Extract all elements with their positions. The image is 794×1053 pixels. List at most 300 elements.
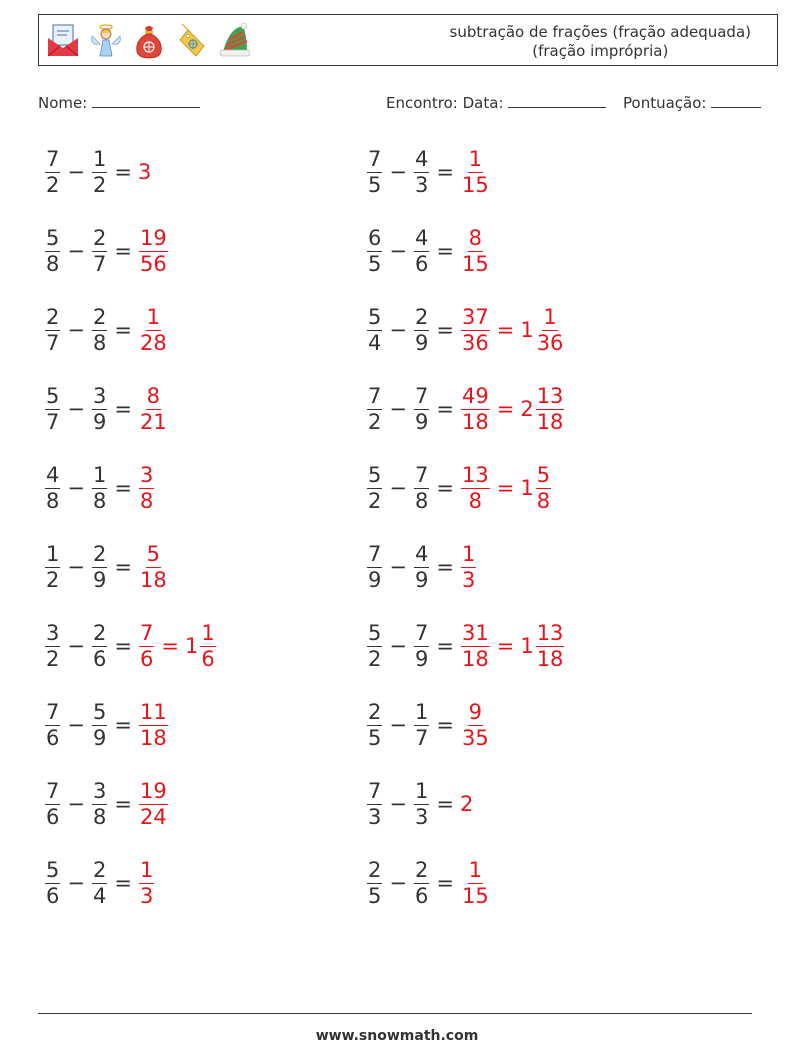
answer (138, 463, 155, 514)
subtrahend-fraction (414, 226, 429, 277)
angel-icon (88, 22, 124, 60)
answer-fraction-denominator: 3 (139, 883, 154, 908)
problem-19 (366, 772, 474, 836)
equals-sign: = (114, 791, 132, 816)
minuend-fraction-numerator: 7 (368, 146, 382, 171)
problem-6 (44, 535, 169, 599)
subtrahend-fraction-denominator: 8 (92, 488, 107, 513)
minuend-fraction-numerator: 5 (46, 383, 60, 408)
subtrahend-fraction-denominator: 3 (414, 804, 429, 829)
subtrahend-fraction (92, 700, 107, 751)
subtrahend-fraction (414, 858, 429, 909)
subtrahend-fraction (414, 305, 429, 356)
answer (460, 384, 565, 435)
subtrahend-fraction-numerator: 2 (92, 225, 107, 250)
mixed-fraction (536, 621, 565, 672)
subtrahend-fraction-denominator: 3 (414, 172, 429, 197)
mixed-fraction-numerator: 5 (536, 462, 551, 487)
answer-equals-sign: = (496, 317, 515, 342)
minuend-fraction-numerator: 7 (46, 146, 60, 171)
subtrahend-fraction (414, 700, 429, 751)
problem-1 (44, 140, 152, 204)
answer (460, 463, 552, 514)
subtrahend-fraction-numerator: 7 (414, 620, 429, 645)
name-label: Nome: (38, 94, 88, 112)
subtrahend-fraction-numerator: 2 (92, 857, 107, 882)
subtrahend-fraction (92, 226, 107, 277)
footer-divider (38, 1013, 752, 1014)
answer-fraction-numerator: 11 (139, 699, 167, 724)
answer (138, 621, 217, 672)
minus-sign: − (389, 791, 407, 816)
answer-fraction-denominator: 36 (461, 330, 489, 355)
minuend-fraction (367, 463, 382, 514)
minuend-fraction (45, 542, 60, 593)
subtrahend-fraction-denominator: 6 (414, 251, 429, 276)
minuend-fraction-denominator: 6 (46, 725, 60, 750)
minus-sign: − (389, 317, 407, 342)
problem-9 (44, 772, 169, 836)
minuend-fraction-numerator: 2 (46, 304, 60, 329)
mixed-fraction-numerator: 13 (536, 383, 564, 408)
problem-20 (366, 851, 491, 915)
problem-8 (44, 693, 169, 757)
meeting-date-field (386, 93, 606, 112)
equals-sign: = (114, 633, 132, 658)
subtrahend-fraction-numerator: 7 (414, 462, 429, 487)
answer (138, 160, 152, 184)
answer-fraction (139, 305, 168, 356)
answer-fraction (461, 463, 490, 514)
equals-sign: = (114, 238, 132, 263)
subtrahend-fraction (414, 779, 429, 830)
answer-integer: 2 (459, 792, 474, 816)
minuend-fraction-numerator: 7 (368, 541, 382, 566)
minuend-fraction (367, 542, 382, 593)
answer (138, 700, 169, 751)
subtrahend-fraction-denominator: 8 (92, 804, 107, 829)
minuend-fraction-numerator: 5 (46, 857, 60, 882)
minuend-fraction (45, 226, 60, 277)
minuend-fraction (367, 147, 382, 198)
mixed-fraction-denominator: 18 (536, 646, 564, 671)
answer (460, 700, 491, 751)
minus-sign: − (389, 554, 407, 579)
mixed-whole: 2 (520, 397, 534, 421)
minuend-fraction-numerator: 2 (368, 857, 382, 882)
subtrahend-fraction-numerator: 4 (414, 541, 429, 566)
minuend-fraction (45, 384, 60, 435)
equals-sign: = (436, 870, 454, 895)
title-line-1: subtração de frações (fração adequada) (449, 23, 751, 41)
minuend-fraction-denominator: 3 (368, 804, 382, 829)
subtrahend-fraction (92, 305, 107, 356)
icon-strip (45, 21, 253, 61)
answer-fraction-denominator: 3 (461, 567, 476, 592)
problem-11 (366, 140, 491, 204)
title-line-2: (fração imprópria) (532, 42, 669, 60)
answer-fraction-denominator: 8 (139, 488, 154, 513)
answer-fraction (461, 621, 490, 672)
minus-sign: − (389, 475, 407, 500)
problem-17 (366, 614, 565, 678)
subtrahend-fraction-denominator: 9 (92, 725, 107, 750)
answer-fraction-denominator: 35 (461, 725, 489, 750)
name-blank[interactable] (92, 93, 200, 108)
minuend-fraction-denominator: 7 (46, 330, 60, 355)
answer-fraction (461, 700, 490, 751)
equals-sign: = (114, 554, 132, 579)
answer-fraction (461, 542, 476, 593)
problem-4 (44, 377, 169, 441)
minuend-fraction-numerator: 7 (46, 778, 60, 803)
minus-sign: − (389, 238, 407, 263)
answer (138, 542, 169, 593)
minuend-fraction-denominator: 7 (46, 409, 60, 434)
minus-sign: − (67, 633, 85, 658)
subtrahend-fraction-numerator: 2 (92, 304, 107, 329)
subtrahend-fraction-denominator: 4 (92, 883, 107, 908)
answer-fraction-denominator: 18 (461, 409, 489, 434)
problem-7 (44, 614, 217, 678)
subtrahend-fraction-denominator: 9 (414, 567, 429, 592)
minus-sign: − (67, 870, 85, 895)
minus-sign: − (389, 712, 407, 737)
worksheet-title (450, 23, 751, 61)
santa-hat-icon (217, 22, 253, 60)
gift-tag-icon (174, 22, 210, 60)
subtrahend-fraction-numerator: 2 (414, 304, 429, 329)
answer-fraction-numerator: 3 (139, 462, 154, 487)
problem-5 (44, 456, 155, 520)
answer-fraction-denominator: 18 (139, 725, 167, 750)
answer (460, 226, 491, 277)
answer (138, 384, 169, 435)
subtrahend-fraction-denominator: 9 (92, 409, 107, 434)
answer-fraction (461, 858, 490, 909)
minuend-fraction (367, 621, 382, 672)
name-field (38, 93, 200, 112)
answer-equals-sign: = (496, 396, 515, 421)
answer-equals-sign: = (496, 475, 515, 500)
answer (460, 305, 565, 356)
subtrahend-fraction-numerator: 4 (414, 225, 429, 250)
answer-fraction-denominator: 15 (461, 883, 489, 908)
answer-fraction-denominator: 21 (139, 409, 167, 434)
problem-16 (366, 535, 477, 599)
answer-fraction (139, 700, 168, 751)
subtrahend-fraction-numerator: 1 (414, 778, 429, 803)
minus-sign: − (389, 396, 407, 421)
answer (138, 226, 169, 277)
answer-fraction (139, 621, 154, 672)
subtrahend-fraction-numerator: 1 (92, 146, 107, 171)
answer-fraction-numerator: 9 (468, 699, 483, 724)
minus-sign: − (389, 159, 407, 184)
minuend-fraction (367, 779, 382, 830)
minus-sign: − (67, 396, 85, 421)
mixed-whole: 1 (520, 476, 534, 500)
answer-fraction (461, 226, 490, 277)
answer-fraction-numerator: 13 (461, 462, 489, 487)
equals-sign: = (436, 317, 454, 342)
mixed-fraction (200, 621, 215, 672)
date-blank[interactable] (508, 93, 606, 108)
answer-fraction-denominator: 28 (139, 330, 167, 355)
minuend-fraction (45, 700, 60, 751)
subtrahend-fraction (414, 384, 429, 435)
subtrahend-fraction-numerator: 4 (414, 146, 429, 171)
minuend-fraction (45, 779, 60, 830)
mixed-whole: 1 (520, 634, 534, 658)
answer (460, 147, 491, 198)
subtrahend-fraction (92, 384, 107, 435)
subtrahend-fraction (92, 463, 107, 514)
answer-fraction-numerator: 8 (146, 383, 161, 408)
minuend-fraction-denominator: 2 (46, 646, 60, 671)
mixed-fraction-denominator: 6 (201, 646, 215, 671)
subtrahend-fraction-numerator: 3 (92, 778, 107, 803)
minuend-fraction-numerator: 5 (368, 462, 382, 487)
answer-equals-sign: = (161, 633, 179, 658)
answer (460, 858, 491, 909)
answer-fraction-denominator: 18 (461, 646, 489, 671)
minuend-fraction-numerator: 5 (368, 620, 382, 645)
subtrahend-fraction (414, 147, 429, 198)
subtrahend-fraction-numerator: 1 (92, 462, 107, 487)
mixed-fraction-denominator: 18 (536, 409, 564, 434)
mixed-fraction (536, 463, 551, 514)
problem-13 (366, 298, 565, 362)
equals-sign: = (114, 317, 132, 342)
subtrahend-fraction-denominator: 7 (92, 251, 107, 276)
subtrahend-fraction (92, 542, 107, 593)
subtrahend-fraction-numerator: 2 (414, 857, 429, 882)
answer-fraction (461, 305, 490, 356)
minuend-fraction-denominator: 5 (368, 725, 382, 750)
answer (460, 792, 474, 816)
answer-fraction (139, 226, 168, 277)
answer-fraction-numerator: 49 (461, 383, 489, 408)
mixed-whole: 1 (184, 634, 199, 658)
minuend-fraction-denominator: 2 (368, 646, 382, 671)
mixed-whole: 1 (520, 318, 534, 342)
subtrahend-fraction-denominator: 9 (92, 567, 107, 592)
minus-sign: − (67, 554, 85, 579)
answer-fraction-denominator: 8 (468, 488, 483, 513)
equals-sign: = (436, 712, 454, 737)
footer-url: www.snowmath.com (315, 1028, 479, 1044)
answer-fraction (139, 542, 168, 593)
minuend-fraction (45, 621, 60, 672)
minus-sign: − (67, 238, 85, 263)
problem-15 (366, 456, 552, 520)
equals-sign: = (436, 554, 454, 579)
equals-sign: = (114, 475, 132, 500)
subtrahend-fraction-numerator: 3 (92, 383, 107, 408)
answer (460, 542, 477, 593)
problem-3 (44, 298, 169, 362)
minuend-fraction (45, 305, 60, 356)
minuend-fraction-numerator: 7 (46, 699, 60, 724)
minuend-fraction (45, 463, 60, 514)
subtrahend-fraction (414, 542, 429, 593)
mixed-fraction (536, 384, 565, 435)
minus-sign: − (389, 870, 407, 895)
minuend-fraction-numerator: 3 (46, 620, 60, 645)
minuend-fraction-denominator: 8 (46, 251, 60, 276)
minus-sign: − (389, 633, 407, 658)
gift-bag-icon (131, 22, 167, 60)
subtrahend-fraction-numerator: 1 (414, 699, 429, 724)
answer-fraction (139, 858, 154, 909)
subtrahend-fraction-denominator: 6 (92, 646, 107, 671)
answer-fraction-numerator: 1 (468, 146, 483, 171)
minuend-fraction-numerator: 2 (368, 699, 382, 724)
answer-fraction-numerator: 19 (139, 778, 167, 803)
mixed-fraction-numerator: 1 (201, 620, 215, 645)
minuend-fraction-denominator: 5 (368, 883, 382, 908)
answer-equals-sign: = (496, 633, 515, 658)
answer-fraction-numerator: 1 (468, 857, 483, 882)
minus-sign: − (67, 712, 85, 737)
answer-fraction (139, 463, 154, 514)
minuend-fraction (367, 384, 382, 435)
minuend-fraction-denominator: 6 (46, 883, 60, 908)
minuend-fraction-denominator: 5 (368, 172, 382, 197)
minus-sign: − (67, 475, 85, 500)
mixed-fraction (536, 305, 565, 356)
equals-sign: = (436, 396, 454, 421)
minuend-fraction (367, 858, 382, 909)
minuend-fraction-numerator: 5 (46, 225, 60, 250)
subtrahend-fraction-denominator: 2 (92, 172, 107, 197)
answer-fraction-numerator: 5 (146, 541, 161, 566)
answer (138, 858, 155, 909)
minuend-fraction (367, 305, 382, 356)
answer-fraction (461, 147, 490, 198)
subtrahend-fraction-denominator: 9 (414, 330, 429, 355)
minuend-fraction-numerator: 4 (46, 462, 60, 487)
score-label: Pontuação: (623, 94, 707, 112)
answer-fraction-numerator: 1 (139, 857, 154, 882)
letter-icon (45, 22, 81, 60)
answer-fraction (139, 779, 168, 830)
subtrahend-fraction (92, 779, 107, 830)
subtrahend-fraction-denominator: 9 (414, 646, 429, 671)
subtrahend-fraction-denominator: 7 (414, 725, 429, 750)
subtrahend-fraction (92, 858, 107, 909)
answer (138, 779, 169, 830)
minuend-fraction-numerator: 6 (368, 225, 382, 250)
minuend-fraction-denominator: 2 (368, 409, 382, 434)
answer-fraction-denominator: 56 (139, 251, 167, 276)
equals-sign: = (114, 396, 132, 421)
answer (460, 621, 565, 672)
subtrahend-fraction-denominator: 6 (414, 883, 429, 908)
equals-sign: = (436, 475, 454, 500)
subtrahend-fraction (92, 621, 107, 672)
equals-sign: = (114, 159, 132, 184)
minuend-fraction-numerator: 7 (368, 778, 382, 803)
equals-sign: = (436, 159, 454, 184)
problem-12 (366, 219, 491, 283)
mixed-fraction-denominator: 8 (536, 488, 551, 513)
minuend-fraction-denominator: 2 (46, 172, 60, 197)
minus-sign: − (67, 317, 85, 342)
subtrahend-fraction-numerator: 2 (92, 620, 107, 645)
subtrahend-fraction (414, 463, 429, 514)
problem-2 (44, 219, 169, 283)
minuend-fraction-numerator: 5 (368, 304, 382, 329)
equals-sign: = (436, 791, 454, 816)
subtrahend-fraction (414, 621, 429, 672)
subtrahend-fraction-denominator: 8 (92, 330, 107, 355)
answer-fraction (461, 384, 490, 435)
subtrahend-fraction-numerator: 5 (92, 699, 107, 724)
subtrahend-fraction (92, 147, 107, 198)
answer-fraction-numerator: 19 (139, 225, 167, 250)
header-box (38, 14, 778, 66)
answer-fraction-denominator: 15 (461, 251, 489, 276)
answer-fraction (139, 384, 168, 435)
subtrahend-fraction-numerator: 7 (414, 383, 429, 408)
score-field (623, 93, 761, 112)
minuend-fraction-denominator: 5 (368, 251, 382, 276)
answer-fraction-numerator: 8 (468, 225, 483, 250)
mixed-fraction-denominator: 36 (536, 330, 564, 355)
answer (138, 305, 169, 356)
minuend-fraction-denominator: 6 (46, 804, 60, 829)
subtrahend-fraction-numerator: 2 (92, 541, 107, 566)
equals-sign: = (114, 712, 132, 737)
equals-sign: = (114, 870, 132, 895)
minuend-fraction (367, 700, 382, 751)
equals-sign: = (436, 238, 454, 263)
subtrahend-fraction-denominator: 9 (414, 409, 429, 434)
minuend-fraction (45, 858, 60, 909)
answer-fraction-denominator: 24 (139, 804, 167, 829)
minuend-fraction-denominator: 9 (368, 567, 382, 592)
mixed-fraction-numerator: 13 (536, 620, 564, 645)
subtrahend-fraction-denominator: 8 (414, 488, 429, 513)
minus-sign: − (67, 791, 85, 816)
score-blank[interactable] (711, 93, 761, 108)
minuend-fraction (367, 226, 382, 277)
answer-fraction-denominator: 18 (139, 567, 167, 592)
answer-integer: 3 (137, 160, 152, 184)
answer-fraction-numerator: 37 (461, 304, 489, 329)
minuend-fraction-numerator: 7 (368, 383, 382, 408)
minuend-fraction-numerator: 1 (46, 541, 60, 566)
meeting-date-label: Encontro: Data: (386, 94, 504, 112)
problem-14 (366, 377, 565, 441)
mixed-fraction-numerator: 1 (543, 304, 557, 329)
problem-18 (366, 693, 491, 757)
minus-sign: − (67, 159, 85, 184)
answer-fraction-numerator: 1 (461, 541, 476, 566)
equals-sign: = (436, 633, 454, 658)
minuend-fraction-denominator: 2 (368, 488, 382, 513)
minuend-fraction (45, 147, 60, 198)
problem-10 (44, 851, 155, 915)
answer-fraction-numerator: 31 (461, 620, 489, 645)
answer-fraction-numerator: 7 (139, 620, 154, 645)
answer-fraction-numerator: 1 (146, 304, 161, 329)
minuend-fraction-denominator: 2 (46, 567, 60, 592)
answer-fraction-denominator: 6 (139, 646, 154, 671)
minuend-fraction-denominator: 8 (46, 488, 60, 513)
